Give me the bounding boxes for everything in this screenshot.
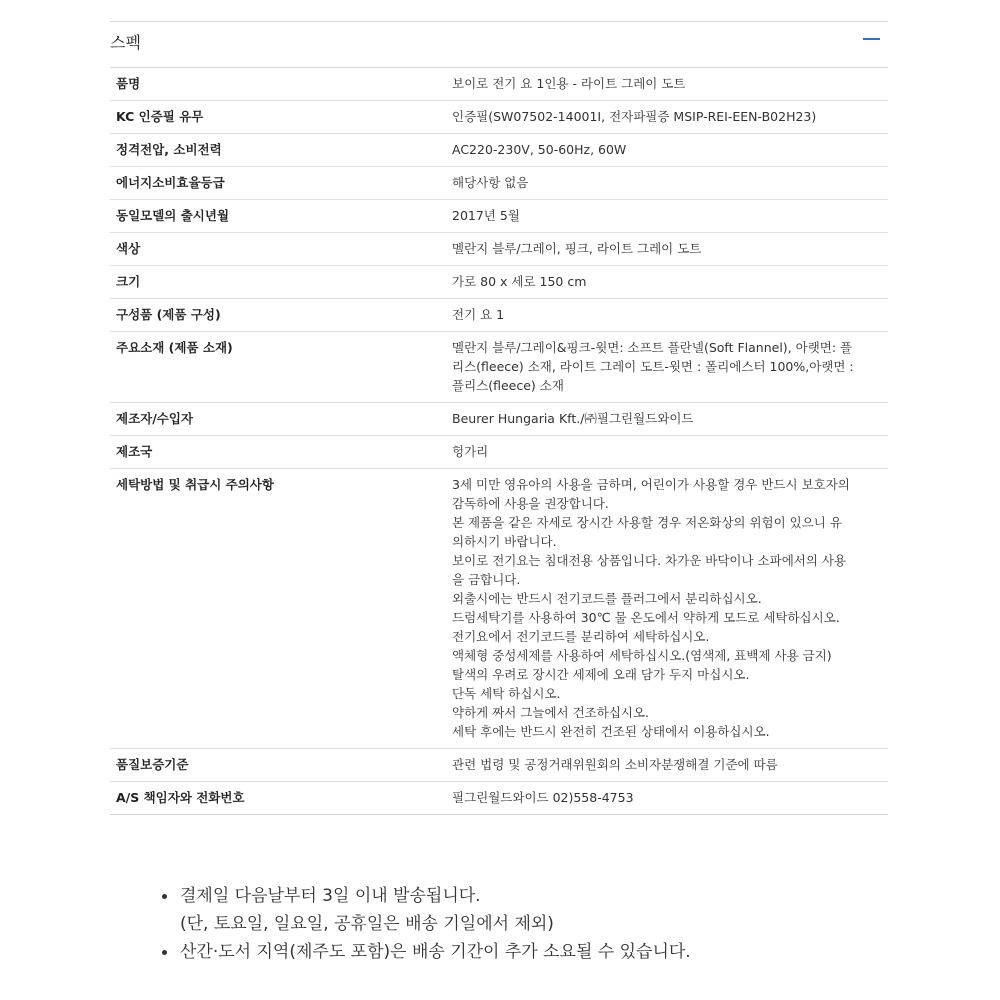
table-row: [110, 436, 888, 469]
spec-value: 3세 미만 영유아의 사용을 금하며, 어린이가 사용할 경우 반드시 보호자의 감독하에 사용을 권장합니다. 본 제품을 같은 자세로 장시간 사용할 경우 저온화상의 위험이 있으니 유 의하시기 바랍니다. 보이로 전기요는 침대전용 상품입니다. 차가운 바닥이나 소파에서의 사용 을 금합니다. 외출시에는 반드시 전기코드를 플러그에서 분리하십시오. 드럼세탁기를 사용하여 30℃ 물 온도에서 약하게 모드로 세탁하십시오. 전기요에서 전기코드를 분리하여 세탁하십시오. 액체형 중성세제를 사용하여 세탁하십시오.(염색제, 표백제 사용 금지) 탈색의 우려로 장시간 세제에 오래 담가 두지 마십시오. 단독 세탁 하십시오. 약하게 짜서 그늘에서 건조하십시오. 세탁 후에는 반드시 완전히 건조된 상태에서 이용하십시오.: [446, 469, 888, 749]
list-item: [160, 882, 691, 938]
spec-label: 정격전압, 소비전력: [110, 134, 446, 167]
bullet-dot-icon: [162, 894, 167, 899]
collapse-minus-icon[interactable]: [863, 38, 880, 40]
spec-label: A/S 책임자와 전화번호: [110, 782, 446, 815]
spec-value: 멜란지 블루/그레이&핑크-윗면: 소프트 플란넬(Soft Flannel), 아랫면: 플 리스(fleece) 소재, 라이트 그레이 도트-윗면 : 폴리에스터 100%,아랫면 : 플리스(fleece) 소재: [446, 332, 888, 403]
table-row: [110, 233, 888, 266]
spec-value: 필그린월드와이드 02)558-4753: [446, 782, 888, 815]
table-row: [110, 299, 888, 332]
table-row: [110, 749, 888, 782]
spec-value: 헝가리: [446, 436, 888, 469]
spec-label: 크기: [110, 266, 446, 299]
table-row: [110, 101, 888, 134]
spec-value: 인증필(SW07502-14001I, 전자파필증 MSIP-REI-EEN-B02H23): [446, 101, 888, 134]
spec-value: Beurer Hungaria Kft./㈜필그린월드와이드: [446, 403, 888, 436]
table-row: [110, 68, 888, 101]
table-row: [110, 200, 888, 233]
table-row: [110, 332, 888, 403]
spec-label: 제조국: [110, 436, 446, 469]
spec-label: 주요소재 (제품 소재): [110, 332, 446, 403]
spec-label: 동일모델의 출시년월: [110, 200, 446, 233]
spec-label: 세탁방법 및 취급시 주의사항: [110, 469, 446, 749]
note-text: 결제일 다음날부터 3일 이내 발송됩니다.: [180, 886, 481, 906]
spec-value: 2017년 5월: [446, 200, 888, 233]
spec-title: 스펙: [110, 33, 141, 52]
table-row: [110, 403, 888, 436]
table-row: [110, 134, 888, 167]
spec-label: 구성품 (제품 구성): [110, 299, 446, 332]
spec-label: 품명: [110, 68, 446, 101]
spec-label: KC 인증필 유무: [110, 101, 446, 134]
spec-value: 보이로 전기 요 1인용 - 라이트 그레이 도트: [446, 68, 888, 101]
spec-value: 멜란지 블루/그레이, 핑크, 라이트 그레이 도트: [446, 233, 888, 266]
list-item: [160, 938, 691, 966]
table-row: [110, 469, 888, 749]
spec-accordion-header[interactable]: [110, 22, 888, 68]
spec-label: 품질보증기준: [110, 749, 446, 782]
table-row: [110, 167, 888, 200]
spec-value: 관련 법령 및 공정거래위원회의 소비자분쟁해결 기준에 따름: [446, 749, 888, 782]
spec-label: 색상: [110, 233, 446, 266]
shipping-notes: [160, 882, 691, 966]
spec-value: 가로 80 x 세로 150 cm: [446, 266, 888, 299]
note-subtext: (단, 토요일, 일요일, 공휴일은 배송 기일에서 제외): [180, 914, 554, 934]
spec-panel: [110, 21, 888, 815]
spec-value: 해당사항 없음: [446, 167, 888, 200]
spec-label: 에너지소비효율등급: [110, 167, 446, 200]
bullet-dot-icon: [162, 950, 167, 955]
spec-label: 제조자/수입자: [110, 403, 446, 436]
spec-value: AC220-230V, 50-60Hz, 60W: [446, 134, 888, 167]
table-row: [110, 266, 888, 299]
spec-value: 전기 요 1: [446, 299, 888, 332]
spec-table: [110, 68, 888, 815]
note-text: 산간·도서 지역(제주도 포함)은 배송 기간이 추가 소요될 수 있습니다.: [180, 942, 691, 962]
table-row: [110, 782, 888, 815]
